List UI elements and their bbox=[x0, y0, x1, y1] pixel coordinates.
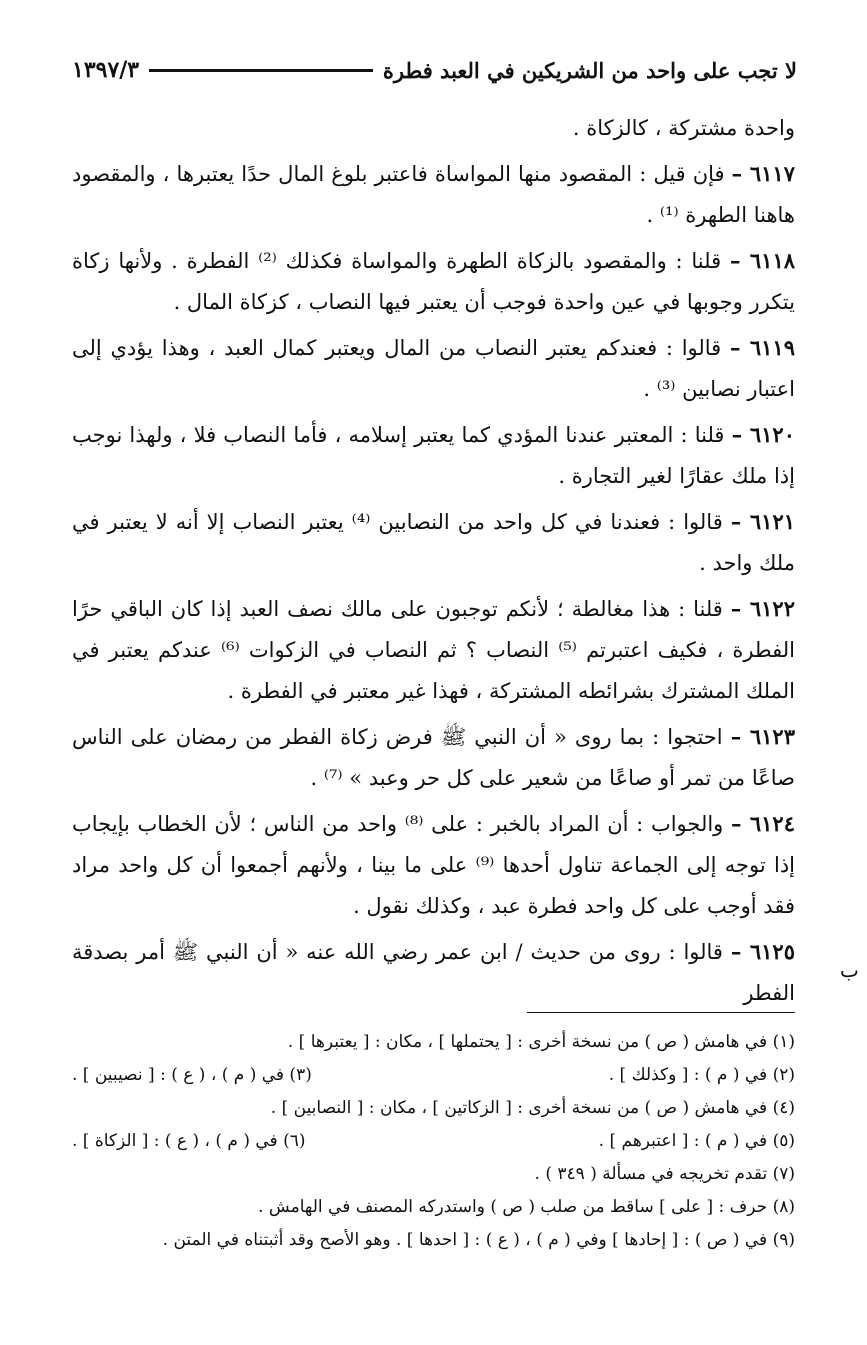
paragraph bbox=[72, 501, 795, 584]
paragraph bbox=[72, 414, 795, 497]
header-title: لا تجب على واحد من الشريكين في العبد فطرة bbox=[382, 57, 797, 83]
paragraph-text: فإن قيل : المقصود منها المواساة فاعتبر بلوغ المال حدًا يعتبرها ، والمقصود هاهنا الطهرة ⁽¹⁾ . bbox=[72, 162, 795, 227]
paragraph-number: ٦١١٨ – bbox=[729, 248, 796, 273]
paragraph bbox=[72, 327, 795, 410]
paragraph bbox=[72, 108, 795, 149]
paragraph-text: قلنا : والمقصود بالزكاة الطهرة والمواساة فكذلك ⁽²⁾ الفطرة . ولأنها زكاة يتكرر وجوبها في عين واحدة فوجب أن يعتبر فيها النصاب ، كزكاة المال . bbox=[72, 249, 795, 314]
footnote: (٨) حرف : [ على ] ساقط من صلب ( ص ) واستدركه المصنف في الهامش . bbox=[258, 1197, 795, 1217]
paragraph-number: ٦١٢٣ – bbox=[730, 724, 795, 749]
paragraph-number: ٦١٢١ – bbox=[730, 509, 796, 534]
main-text bbox=[72, 108, 795, 1018]
paragraph-text: قلنا : المعتبر عندنا المؤدي كما يعتبر إسلامه ، فأما النصاب فلا ، ولهذا نوجب إذا ملك عقارًا لغير التجارة . bbox=[72, 423, 795, 488]
margin-folio-mark: ب bbox=[840, 958, 859, 982]
paragraph-text: قالوا : فعندنا في كل واحد من النصابين ⁽⁴⁾ يعتبر النصاب إلا أنه لا يعتبر في ملك واحد . bbox=[72, 510, 795, 575]
paragraph-text: قالوا : روى من حديث / ابن عمر رضي الله عنه « أن النبي ﷺ أمر بصدقة الفطر bbox=[72, 940, 795, 1005]
paragraph bbox=[72, 240, 795, 323]
footnote-row bbox=[72, 1125, 795, 1158]
footnotes bbox=[72, 1026, 795, 1257]
header-rule bbox=[149, 69, 373, 72]
paragraph-number: ٦١١٧ – bbox=[731, 161, 795, 186]
paragraph bbox=[72, 803, 795, 927]
page-number: ١٣٩٧/٣ bbox=[72, 57, 140, 83]
paragraph-text: والجواب : أن المراد بالخبر : على ⁽⁸⁾ واحد من الناس ؛ لأن الخطاب بإيجاب إذا توجه إلى الجماعة تناول أحدها ⁽⁹⁾ على ما بينا ، ولأنهم أجمعوا أن كل واحد مراد فقد أوجب على كل واحد فطرة عبد ، وكذلك نقول . bbox=[72, 812, 795, 918]
footnote-divider bbox=[527, 1012, 795, 1013]
paragraph-number: ٦١٢٤ – bbox=[731, 811, 795, 836]
paragraph-text: واحدة مشتركة ، كالزكاة . bbox=[572, 116, 795, 140]
paragraph bbox=[72, 716, 795, 799]
footnote-row bbox=[72, 1059, 795, 1092]
paragraph bbox=[72, 153, 795, 236]
paragraph-number: ٦١٢٢ – bbox=[730, 596, 795, 621]
footnote: (٢) في ( م ) : [ وكذلك ] . bbox=[608, 1065, 795, 1085]
footnote: (١) في هامش ( ص ) من نسخة أخرى : [ يحتملها ] ، مكان : [ يعتبرها ] . bbox=[287, 1032, 795, 1052]
paragraph-text: قلنا : هذا مغالطة ؛ لأنكم توجبون على مالك نصف العبد إذا كان الباقي حرًا الفطرة ، فكيف اعتبرتم ⁽⁵⁾ النصاب ؟ ثم النصاب في الزكوات ⁽⁶⁾ عندكم يعتبر في الملك المشترك بشرائطه المشتركة ، فهذا غير معتبر في الفطرة . bbox=[72, 597, 796, 703]
paragraph-number: ٦١٢٠ – bbox=[731, 422, 795, 447]
footnote: (٧) تقدم تخريجه في مسألة ( ٣٤٩ ) . bbox=[534, 1164, 795, 1184]
paragraph-text: قالوا : فعندكم يعتبر النصاب من المال ويعتبر كمال العبد ، وهذا يؤدي إلى اعتبار نصابين ⁽³⁾ . bbox=[72, 336, 795, 401]
running-header bbox=[72, 50, 797, 90]
footnote: (٩) في ( ص ) : [ إحادها ] وفي ( م ) ، ( ع ) : [ احدها ] . وهو الأصح وقد أثبتناه في المتن . bbox=[162, 1230, 795, 1250]
paragraph bbox=[72, 931, 795, 1014]
footnote: (٤) في هامش ( ص ) من نسخة أخرى : [ الزكاتين ] ، مكان : [ النصابين ] . bbox=[270, 1098, 795, 1118]
paragraph-text: احتجوا : بما روى « أن النبي ﷺ فرض زكاة الفطر من رمضان على الناس صاعًا من تمر أو صاعًا من شعير على كل حر وعبد » ⁽⁷⁾ . bbox=[72, 725, 795, 790]
paragraph-number: ٦١٢٥ – bbox=[730, 939, 795, 964]
paragraph-number: ٦١١٩ – bbox=[729, 335, 795, 360]
footnote: (٣) في ( م ) ، ( ع ) : [ نصيبين ] . bbox=[72, 1065, 312, 1085]
footnote: (٥) في ( م ) : [ اعتبرهم ] . bbox=[598, 1131, 795, 1151]
footnote: (٦) في ( م ) ، ( ع ) : [ الزكاة ] . bbox=[72, 1131, 306, 1151]
paragraph bbox=[72, 588, 795, 712]
